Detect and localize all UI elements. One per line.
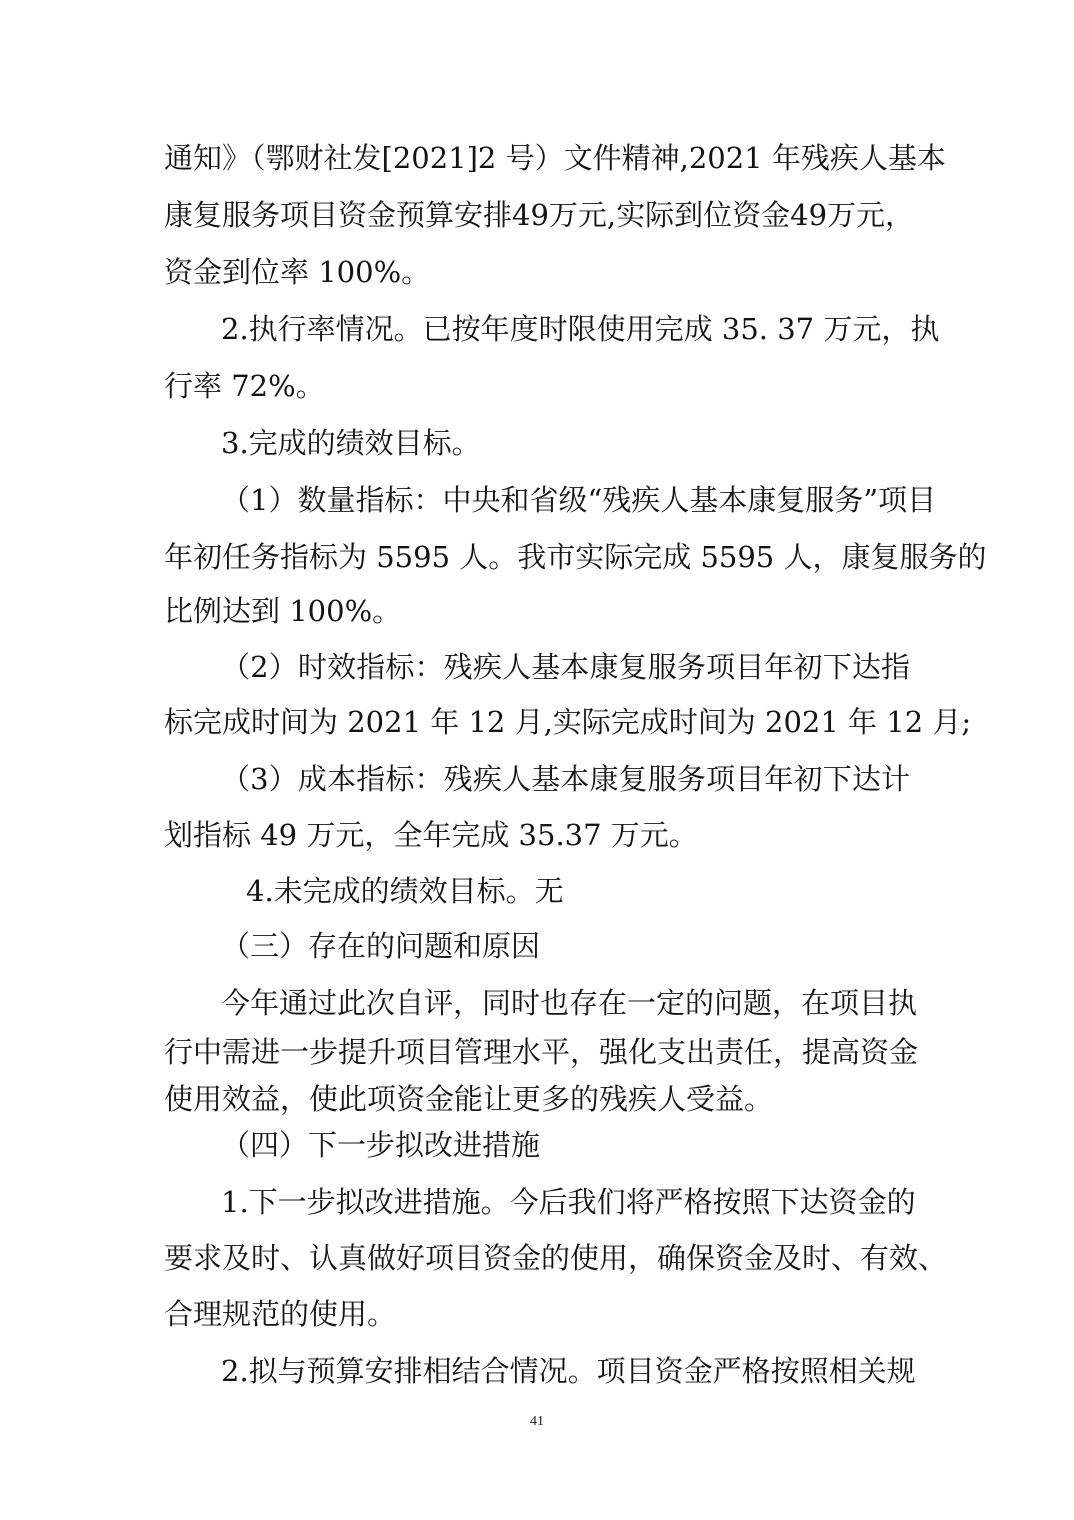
text-line: 行中需进一步提升项目管理水平，强化支出责任，提高资金 [164, 1035, 919, 1069]
section-heading: （四）下一步拟改进措施 [221, 1128, 541, 1162]
text-line: 要求及时、认真做好项目资金的使用，确保资金及时、有效、 [164, 1241, 948, 1275]
text-line: 行率 72%。 [164, 369, 325, 403]
text-line: （2）时效指标：残疾人基本康复服务项目年初下达指 [221, 650, 910, 684]
section-heading: 3.完成的绩效目标。 [221, 426, 481, 460]
text-line: 资金到位率 100%。 [164, 255, 431, 289]
text-line: 康复服务项目资金预算安排49万元,实际到位资金49万元， [164, 198, 915, 232]
text-line: 比例达到 100%。 [164, 594, 402, 628]
text-line: 年初任务指标为 5595 人。我市实际完成 5595 人，康复服务的 [164, 540, 987, 574]
text-line: 使用效益，使此项资金能让更多的残疾人受益。 [164, 1082, 774, 1116]
section-heading: （三）存在的问题和原因 [221, 929, 541, 963]
text-line: 1.下一步拟改进措施。今后我们将严格按照下达资金的 [221, 1185, 916, 1219]
text-line: 2.执行率情况。已按年度时限使用完成 35. 37 万元，执 [221, 312, 940, 346]
text-line: （3）成本指标：残疾人基本康复服务项目年初下达计 [221, 762, 910, 796]
text-line: 合理规范的使用。 [164, 1297, 397, 1331]
text-line: 标完成时间为 2021 年 12 月,实际完成时间为 2021 年 12 月; [164, 705, 972, 739]
text-line: （1）数量指标：中央和省级“残疾人基本康复服务”项目 [221, 483, 937, 517]
text-line: 今年通过此次自评，同时也存在一定的问题，在项目执 [221, 986, 918, 1020]
text-line: 通知》（鄂财社发[2021]2 号）文件精神,2021 年残疾人基本 [164, 141, 946, 175]
section-heading: 4.未完成的绩效目标。无 [246, 874, 564, 908]
text-line: 2.拟与预算安排相结合情况。项目资金严格按照相关规 [221, 1354, 916, 1388]
text-line: 划指标 49 万元，全年完成 35.37 万元。 [164, 818, 698, 852]
page-number: 41 [530, 1414, 544, 1429]
